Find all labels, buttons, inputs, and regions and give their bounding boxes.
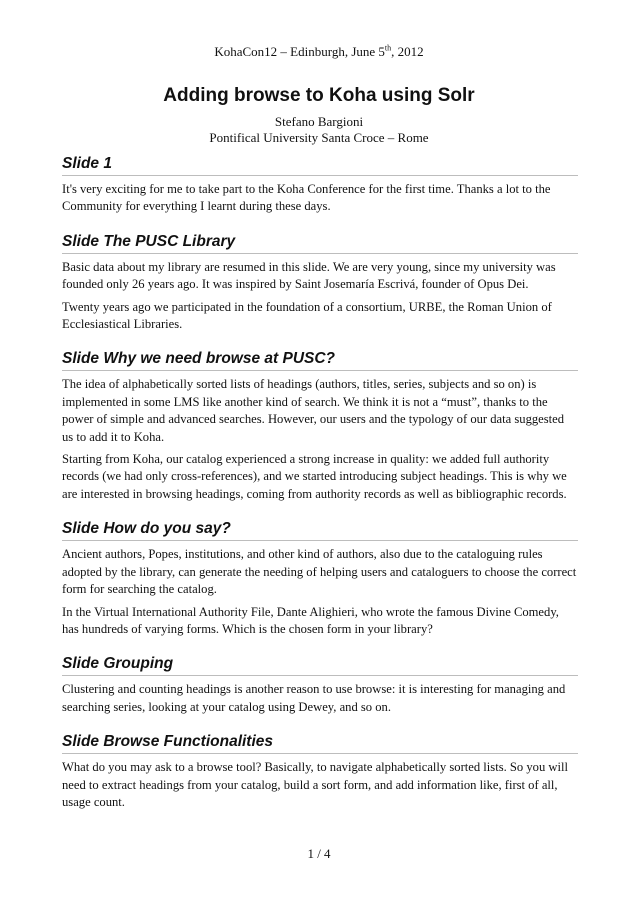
section-heading: Slide Browse Functionalities	[62, 732, 578, 754]
author-name: Stefano Bargioni	[274, 114, 364, 129]
paragraph: In the Virtual International Authority File, Dante Alighieri, who wrote the famous Divine Comedy, has hundreds of varying forms. Which is the chosen form in your library?	[62, 604, 559, 636]
paragraph: Starting from Koha, our catalog experienced a strong increase in quality: we added full authority records (we had only cross-references), and we started introducing subject headings. This is why we are interested in browsing headings, coming from authority records as well as bibliographic records.	[62, 452, 567, 501]
section-heading: Slide Why we need browse at PUSC?	[62, 349, 578, 371]
paragraph: It's very exciting for me to take part to the Koha Conference for the first time. Thanks a lot to the Community for everything I learnt during these days.	[62, 182, 551, 214]
paragraph: Clustering and counting headings is another reason to use browse: it is interesting for managing and searching series, looking at your catalog using Dewey, and so on.	[62, 682, 566, 714]
section-slide-1	[62, 154, 578, 216]
paragraph: Ancient authors, Popes, institutions, and other kind of authors, also due to the cataloguing rules adopted by the library, can generate the needing of helping users and cataloguers to choose the correct form for searching the catalog.	[62, 547, 577, 597]
author-affiliation: Pontifical University Santa Croce – Rome	[209, 130, 429, 145]
section-why-browse	[62, 349, 578, 503]
paragraph: Basic data about my library are resumed in this slide. We are very young, since my university was founded only 26 years ago. It was inspired by Saint Josemaría Escrivá, founder of Opus Dei.	[62, 259, 556, 292]
paragraph: The idea of alphabetically sorted lists of headings (authors, titles, series, subjects and so on) is implemented in some LMS like another kind of search. We think it is not a “must”, thanks to the power of simple and advanced searches. However, our users and the typology of our data suggested us to add it to Koha.	[62, 377, 565, 444]
header-ordinal-suffix: th	[384, 43, 392, 53]
paragraph: Twenty years ago we participated in the foundation of a consortium, URBE, the Roman Union of Ecclesiastical Libraries.	[62, 299, 552, 332]
page-number: 1 / 4	[307, 846, 331, 861]
section-heading: Slide 1	[62, 154, 578, 176]
section-heading: Slide How do you say?	[62, 519, 578, 541]
header-conference-suffix: , 2012	[391, 44, 424, 59]
paragraph: What do you may ask to a browse tool? Basically, to navigate alphabetically sorted lists. So you will need to extract headings from your catalog, build a sort form, and add information like, first of all, usage count.	[62, 760, 568, 809]
header-conference-prefix: KohaCon12 – Edinburgh, June 5	[214, 44, 385, 59]
document-title: Adding browse to Koha using Solr	[163, 85, 475, 106]
section-pusc-library	[62, 232, 578, 334]
section-browse-functionalities	[62, 732, 578, 811]
section-heading: Slide Grouping	[62, 654, 578, 676]
document-body	[62, 154, 578, 811]
section-grouping	[62, 654, 578, 716]
running-header	[0, 44, 638, 60]
section-how-do-you-say	[62, 519, 578, 638]
section-heading: Slide The PUSC Library	[62, 232, 578, 254]
